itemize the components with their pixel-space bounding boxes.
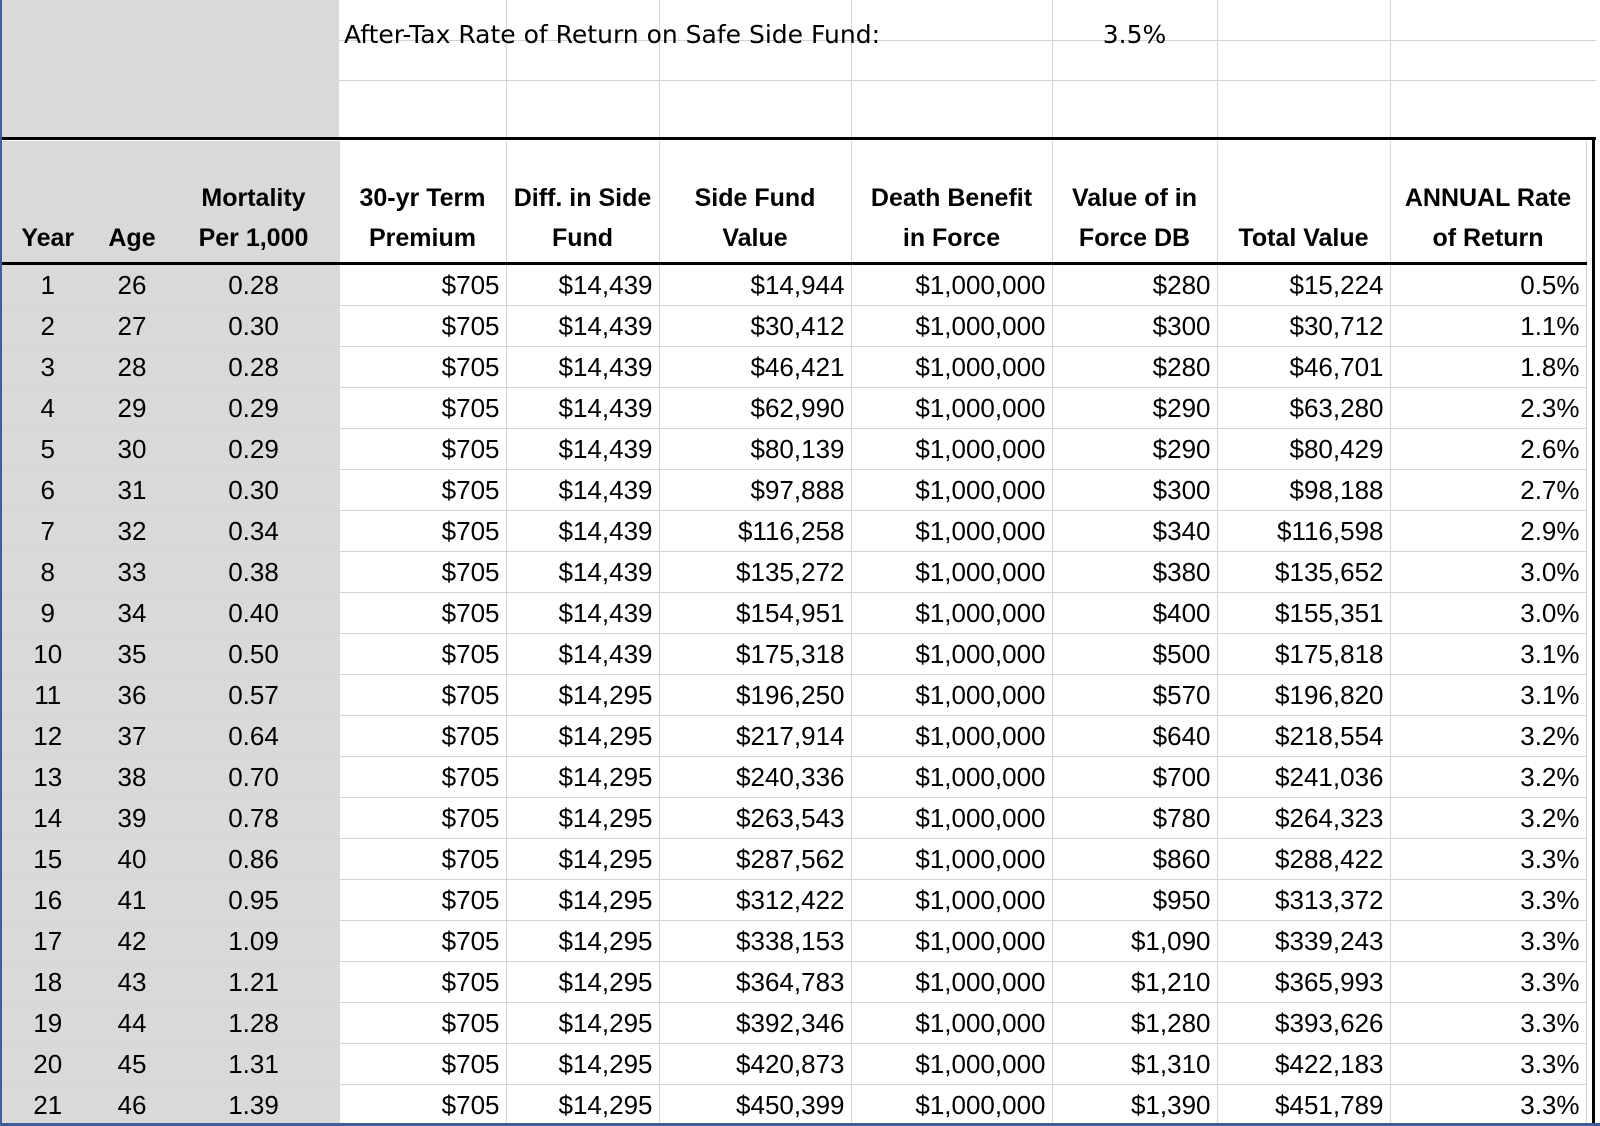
cell-death-benefit[interactable]: $1,000,000 xyxy=(851,838,1052,879)
cell-death-benefit[interactable]: $1,000,000 xyxy=(851,263,1052,305)
cell-death-benefit[interactable]: $1,000,000 xyxy=(851,469,1052,510)
table-row xyxy=(0,961,1586,1002)
cell-mortality[interactable]: 0.57 xyxy=(168,674,339,715)
cell-death-benefit[interactable]: $1,000,000 xyxy=(851,1002,1052,1043)
cell-total-value[interactable]: $63,280 xyxy=(1217,387,1390,428)
cell-side-fund-value[interactable]: $338,153 xyxy=(659,920,851,961)
cell-year[interactable]: 2 xyxy=(0,305,96,346)
cell-year[interactable]: 10 xyxy=(0,633,96,674)
cell-year[interactable]: 1 xyxy=(0,263,96,305)
cell-annual-rate[interactable]: 2.9% xyxy=(1390,510,1586,551)
cell-death-benefit[interactable]: $1,000,000 xyxy=(851,961,1052,1002)
cell-age[interactable]: 39 xyxy=(96,797,168,838)
cell-diff-side-fund[interactable]: $14,439 xyxy=(506,387,659,428)
cell-year[interactable]: 8 xyxy=(0,551,96,592)
cell-total-value[interactable]: $155,351 xyxy=(1217,592,1390,633)
cell-side-fund-value[interactable]: $14,944 xyxy=(659,263,851,305)
cell-age[interactable]: 46 xyxy=(96,1084,168,1125)
cell-value-db[interactable]: $380 xyxy=(1052,551,1217,592)
table-header-row xyxy=(0,141,1586,263)
cell-age[interactable]: 33 xyxy=(96,551,168,592)
cell-premium[interactable]: $705 xyxy=(339,715,506,756)
cell-annual-rate[interactable]: 0.5% xyxy=(1390,263,1586,305)
cell-total-value[interactable]: $451,789 xyxy=(1217,1084,1390,1125)
rate-label: After-Tax Rate of Return on Safe Side Fund: xyxy=(344,20,880,49)
cell-annual-rate[interactable]: 3.1% xyxy=(1390,674,1586,715)
cell-diff-side-fund[interactable]: $14,439 xyxy=(506,346,659,387)
cell-diff-side-fund[interactable]: $14,439 xyxy=(506,305,659,346)
cell-annual-rate[interactable]: 2.6% xyxy=(1390,428,1586,469)
table-row xyxy=(0,510,1586,551)
cell-death-benefit[interactable]: $1,000,000 xyxy=(851,797,1052,838)
cell-premium[interactable]: $705 xyxy=(339,838,506,879)
cell-value-db[interactable]: $860 xyxy=(1052,838,1217,879)
cell-annual-rate[interactable]: 3.3% xyxy=(1390,920,1586,961)
cell-age[interactable]: 37 xyxy=(96,715,168,756)
cell-total-value[interactable]: $80,429 xyxy=(1217,428,1390,469)
cell-annual-rate[interactable]: 3.0% xyxy=(1390,551,1586,592)
cell-value-db[interactable]: $290 xyxy=(1052,387,1217,428)
cell-total-value[interactable]: $241,036 xyxy=(1217,756,1390,797)
cell-side-fund-value[interactable]: $62,990 xyxy=(659,387,851,428)
cell-diff-side-fund[interactable]: $14,295 xyxy=(506,1002,659,1043)
cell-death-benefit[interactable]: $1,000,000 xyxy=(851,387,1052,428)
cell-premium[interactable]: $705 xyxy=(339,510,506,551)
cell-annual-rate[interactable]: 1.1% xyxy=(1390,305,1586,346)
projection-table xyxy=(0,141,1587,1126)
table-row xyxy=(0,1002,1586,1043)
rate-value[interactable]: 3.5% xyxy=(1102,20,1167,49)
cell-mortality[interactable]: 0.29 xyxy=(168,428,339,469)
cell-value-db[interactable]: $1,090 xyxy=(1052,920,1217,961)
cell-premium[interactable]: $705 xyxy=(339,263,506,305)
cell-premium[interactable]: $705 xyxy=(339,551,506,592)
cell-annual-rate[interactable]: 3.2% xyxy=(1390,797,1586,838)
cell-year[interactable]: 3 xyxy=(0,346,96,387)
cell-death-benefit[interactable]: $1,000,000 xyxy=(851,756,1052,797)
cell-mortality[interactable]: 0.28 xyxy=(168,263,339,305)
cell-death-benefit[interactable]: $1,000,000 xyxy=(851,346,1052,387)
cell-diff-side-fund[interactable]: $14,439 xyxy=(506,469,659,510)
cell-death-benefit[interactable]: $1,000,000 xyxy=(851,551,1052,592)
cell-mortality[interactable]: 1.31 xyxy=(168,1043,339,1084)
cell-year[interactable]: 15 xyxy=(0,838,96,879)
cell-total-value[interactable]: $98,188 xyxy=(1217,469,1390,510)
table-row xyxy=(0,592,1586,633)
cell-year[interactable]: 9 xyxy=(0,592,96,633)
cell-year[interactable]: 13 xyxy=(0,756,96,797)
cell-annual-rate[interactable]: 3.1% xyxy=(1390,633,1586,674)
table-row xyxy=(0,920,1586,961)
cell-age[interactable]: 41 xyxy=(96,879,168,920)
cell-side-fund-value[interactable]: $175,318 xyxy=(659,633,851,674)
cell-annual-rate[interactable]: 2.7% xyxy=(1390,469,1586,510)
cell-premium[interactable]: $705 xyxy=(339,428,506,469)
cell-mortality[interactable]: 1.39 xyxy=(168,1084,339,1125)
cell-age[interactable]: 35 xyxy=(96,633,168,674)
cell-premium[interactable]: $705 xyxy=(339,305,506,346)
cell-side-fund-value[interactable]: $263,543 xyxy=(659,797,851,838)
cell-side-fund-value[interactable]: $392,346 xyxy=(659,1002,851,1043)
cell-diff-side-fund[interactable]: $14,295 xyxy=(506,715,659,756)
cell-age[interactable]: 36 xyxy=(96,674,168,715)
cell-value-db[interactable]: $500 xyxy=(1052,633,1217,674)
col-header-annual-rate[interactable]: ANNUAL Rate of Return xyxy=(1390,141,1586,263)
cell-death-benefit[interactable]: $1,000,000 xyxy=(851,674,1052,715)
cell-total-value[interactable]: $116,598 xyxy=(1217,510,1390,551)
cell-side-fund-value[interactable]: $217,914 xyxy=(659,715,851,756)
cell-diff-side-fund[interactable]: $14,439 xyxy=(506,263,659,305)
cell-side-fund-value[interactable]: $287,562 xyxy=(659,838,851,879)
cell-diff-side-fund[interactable]: $14,295 xyxy=(506,961,659,1002)
cell-total-value[interactable]: $313,372 xyxy=(1217,879,1390,920)
table-row xyxy=(0,756,1586,797)
cell-side-fund-value[interactable]: $135,272 xyxy=(659,551,851,592)
cell-diff-side-fund[interactable]: $14,439 xyxy=(506,551,659,592)
cell-total-value[interactable]: $393,626 xyxy=(1217,1002,1390,1043)
cell-death-benefit[interactable]: $1,000,000 xyxy=(851,920,1052,961)
table-row xyxy=(0,387,1586,428)
cell-side-fund-value[interactable]: $450,399 xyxy=(659,1084,851,1125)
table-row xyxy=(0,674,1586,715)
cell-total-value[interactable]: $30,712 xyxy=(1217,305,1390,346)
cell-diff-side-fund[interactable]: $14,295 xyxy=(506,1084,659,1125)
cell-mortality[interactable]: 0.40 xyxy=(168,592,339,633)
cell-total-value[interactable]: $365,993 xyxy=(1217,961,1390,1002)
cell-age[interactable]: 31 xyxy=(96,469,168,510)
cell-diff-side-fund[interactable]: $14,295 xyxy=(506,1043,659,1084)
cell-total-value[interactable]: $196,820 xyxy=(1217,674,1390,715)
cell-age[interactable]: 45 xyxy=(96,1043,168,1084)
cell-value-db[interactable]: $290 xyxy=(1052,428,1217,469)
cell-side-fund-value[interactable]: $420,873 xyxy=(659,1043,851,1084)
cell-total-value[interactable]: $175,818 xyxy=(1217,633,1390,674)
cell-year[interactable]: 17 xyxy=(0,920,96,961)
cell-value-db[interactable]: $640 xyxy=(1052,715,1217,756)
cell-mortality[interactable]: 0.70 xyxy=(168,756,339,797)
cell-death-benefit[interactable]: $1,000,000 xyxy=(851,1043,1052,1084)
cell-year[interactable]: 12 xyxy=(0,715,96,756)
cell-year[interactable]: 21 xyxy=(0,1084,96,1125)
col-header-total-value[interactable]: Total Value xyxy=(1217,141,1390,263)
cell-year[interactable]: 11 xyxy=(0,674,96,715)
cell-premium[interactable]: $705 xyxy=(339,1043,506,1084)
cell-side-fund-value[interactable]: $30,412 xyxy=(659,305,851,346)
cell-age[interactable]: 42 xyxy=(96,920,168,961)
cell-value-db[interactable]: $300 xyxy=(1052,469,1217,510)
cell-premium[interactable]: $705 xyxy=(339,756,506,797)
cell-total-value[interactable]: $218,554 xyxy=(1217,715,1390,756)
table-row xyxy=(0,715,1586,756)
cell-mortality[interactable]: 0.30 xyxy=(168,469,339,510)
cell-diff-side-fund[interactable]: $14,295 xyxy=(506,797,659,838)
cell-side-fund-value[interactable]: $312,422 xyxy=(659,879,851,920)
cell-annual-rate[interactable]: 3.0% xyxy=(1390,592,1586,633)
cell-age[interactable]: 28 xyxy=(96,346,168,387)
cell-diff-side-fund[interactable]: $14,295 xyxy=(506,756,659,797)
cell-value-db[interactable]: $1,310 xyxy=(1052,1043,1217,1084)
cell-mortality[interactable]: 0.50 xyxy=(168,633,339,674)
cell-year[interactable]: 19 xyxy=(0,1002,96,1043)
cell-year[interactable]: 4 xyxy=(0,387,96,428)
col-header-death-benefit[interactable]: Death Benefit in Force xyxy=(851,141,1052,263)
cell-year[interactable]: 18 xyxy=(0,961,96,1002)
col-header-age[interactable]: Age xyxy=(96,141,168,263)
cell-age[interactable]: 40 xyxy=(96,838,168,879)
cell-age[interactable]: 29 xyxy=(96,387,168,428)
cell-diff-side-fund[interactable]: $14,439 xyxy=(506,592,659,633)
cell-value-db[interactable]: $400 xyxy=(1052,592,1217,633)
cell-side-fund-value[interactable]: $80,139 xyxy=(659,428,851,469)
cell-death-benefit[interactable]: $1,000,000 xyxy=(851,510,1052,551)
cell-year[interactable]: 16 xyxy=(0,879,96,920)
col-header-mortality[interactable]: Mortality Per 1,000 xyxy=(168,141,339,263)
header-divider xyxy=(0,137,1596,140)
cell-total-value[interactable]: $339,243 xyxy=(1217,920,1390,961)
cell-total-value[interactable]: $46,701 xyxy=(1217,346,1390,387)
cell-annual-rate[interactable]: 3.3% xyxy=(1390,1002,1586,1043)
col-header-side-fund-value[interactable]: Side Fund Value xyxy=(659,141,851,263)
table-row xyxy=(0,469,1586,510)
cell-age[interactable]: 44 xyxy=(96,1002,168,1043)
cell-year[interactable]: 14 xyxy=(0,797,96,838)
cell-side-fund-value[interactable]: $97,888 xyxy=(659,469,851,510)
table-row xyxy=(0,797,1586,838)
cell-total-value[interactable]: $15,224 xyxy=(1217,263,1390,305)
cell-death-benefit[interactable]: $1,000,000 xyxy=(851,305,1052,346)
col-header-value-db[interactable]: Value of in Force DB xyxy=(1052,141,1217,263)
col-header-diff-side-fund[interactable]: Diff. in Side Fund xyxy=(506,141,659,263)
cell-premium[interactable]: $705 xyxy=(339,879,506,920)
cell-premium[interactable]: $705 xyxy=(339,592,506,633)
cell-diff-side-fund[interactable]: $14,439 xyxy=(506,510,659,551)
cell-annual-rate[interactable]: 3.2% xyxy=(1390,715,1586,756)
cell-mortality[interactable]: 1.28 xyxy=(168,1002,339,1043)
cell-premium[interactable]: $705 xyxy=(339,961,506,1002)
cell-total-value[interactable]: $288,422 xyxy=(1217,838,1390,879)
cell-total-value[interactable]: $264,323 xyxy=(1217,797,1390,838)
cell-value-db[interactable]: $280 xyxy=(1052,346,1217,387)
cell-value-db[interactable]: $300 xyxy=(1052,305,1217,346)
table-row xyxy=(0,838,1586,879)
cell-premium[interactable]: $705 xyxy=(339,1002,506,1043)
table-row xyxy=(0,633,1586,674)
cell-annual-rate[interactable]: 3.3% xyxy=(1390,1043,1586,1084)
table-row xyxy=(0,879,1586,920)
cell-annual-rate[interactable]: 3.3% xyxy=(1390,1084,1586,1125)
table-row xyxy=(0,1084,1586,1125)
cell-side-fund-value[interactable]: $196,250 xyxy=(659,674,851,715)
cell-premium[interactable]: $705 xyxy=(339,797,506,838)
cell-age[interactable]: 27 xyxy=(96,305,168,346)
window-left-edge xyxy=(0,0,2,1126)
cell-diff-side-fund[interactable]: $14,439 xyxy=(506,633,659,674)
cell-premium[interactable]: $705 xyxy=(339,469,506,510)
sheet-row-3[interactable] xyxy=(339,80,1596,137)
cell-diff-side-fund[interactable]: $14,295 xyxy=(506,879,659,920)
cell-year[interactable]: 7 xyxy=(0,510,96,551)
table-row xyxy=(0,263,1586,305)
table-body xyxy=(0,263,1586,1125)
cell-mortality[interactable]: 1.21 xyxy=(168,961,339,1002)
cell-diff-side-fund[interactable]: $14,439 xyxy=(506,428,659,469)
cell-mortality[interactable]: 0.86 xyxy=(168,838,339,879)
cell-premium[interactable]: $705 xyxy=(339,387,506,428)
col-header-premium[interactable]: 30-yr Term Premium xyxy=(339,141,506,263)
cell-mortality[interactable]: 0.34 xyxy=(168,510,339,551)
table-row xyxy=(0,428,1586,469)
cell-death-benefit[interactable]: $1,000,000 xyxy=(851,633,1052,674)
cell-annual-rate[interactable]: 3.2% xyxy=(1390,756,1586,797)
cell-value-db[interactable]: $1,390 xyxy=(1052,1084,1217,1125)
cell-value-db[interactable]: $280 xyxy=(1052,263,1217,305)
cell-diff-side-fund[interactable]: $14,295 xyxy=(506,674,659,715)
cell-death-benefit[interactable]: $1,000,000 xyxy=(851,428,1052,469)
cell-value-db[interactable]: $340 xyxy=(1052,510,1217,551)
cell-value-db[interactable]: $780 xyxy=(1052,797,1217,838)
cell-premium[interactable]: $705 xyxy=(339,1084,506,1125)
cell-premium[interactable]: $705 xyxy=(339,633,506,674)
cell-year[interactable]: 5 xyxy=(0,428,96,469)
cell-total-value[interactable]: $135,652 xyxy=(1217,551,1390,592)
cell-value-db[interactable]: $700 xyxy=(1052,756,1217,797)
cell-annual-rate[interactable]: 3.3% xyxy=(1390,879,1586,920)
cell-value-db[interactable]: $570 xyxy=(1052,674,1217,715)
cell-value-db[interactable]: $950 xyxy=(1052,879,1217,920)
cell-year[interactable]: 20 xyxy=(0,1043,96,1084)
cell-annual-rate[interactable]: 2.3% xyxy=(1390,387,1586,428)
cell-death-benefit[interactable]: $1,000,000 xyxy=(851,715,1052,756)
cell-side-fund-value[interactable]: $364,783 xyxy=(659,961,851,1002)
cell-premium[interactable]: $705 xyxy=(339,346,506,387)
cell-mortality[interactable]: 0.78 xyxy=(168,797,339,838)
cell-mortality[interactable]: 0.38 xyxy=(168,551,339,592)
cell-mortality[interactable]: 0.28 xyxy=(168,346,339,387)
cell-mortality[interactable]: 0.29 xyxy=(168,387,339,428)
cell-mortality[interactable]: 0.95 xyxy=(168,879,339,920)
cell-side-fund-value[interactable]: $116,258 xyxy=(659,510,851,551)
table-right-border xyxy=(1592,137,1595,1126)
cell-premium[interactable]: $705 xyxy=(339,674,506,715)
cell-side-fund-value[interactable]: $46,421 xyxy=(659,346,851,387)
cell-value-db[interactable]: $1,280 xyxy=(1052,1002,1217,1043)
col-header-year[interactable]: Year xyxy=(0,141,96,263)
cell-death-benefit[interactable]: $1,000,000 xyxy=(851,879,1052,920)
cell-diff-side-fund[interactable]: $14,295 xyxy=(506,838,659,879)
cell-annual-rate[interactable]: 3.3% xyxy=(1390,838,1586,879)
cell-death-benefit[interactable]: $1,000,000 xyxy=(851,1084,1052,1125)
cell-annual-rate[interactable]: 1.8% xyxy=(1390,346,1586,387)
cell-age[interactable]: 32 xyxy=(96,510,168,551)
cell-age[interactable]: 30 xyxy=(96,428,168,469)
cell-year[interactable]: 6 xyxy=(0,469,96,510)
cell-mortality[interactable]: 0.64 xyxy=(168,715,339,756)
cell-total-value[interactable]: $422,183 xyxy=(1217,1043,1390,1084)
cell-age[interactable]: 43 xyxy=(96,961,168,1002)
cell-age[interactable]: 38 xyxy=(96,756,168,797)
cell-age[interactable]: 26 xyxy=(96,263,168,305)
cell-mortality[interactable]: 0.30 xyxy=(168,305,339,346)
cell-premium[interactable]: $705 xyxy=(339,920,506,961)
cell-diff-side-fund[interactable]: $14,295 xyxy=(506,920,659,961)
cell-side-fund-value[interactable]: $240,336 xyxy=(659,756,851,797)
cell-death-benefit[interactable]: $1,000,000 xyxy=(851,592,1052,633)
cell-side-fund-value[interactable]: $154,951 xyxy=(659,592,851,633)
table-row xyxy=(0,1043,1586,1084)
table-row xyxy=(0,346,1586,387)
table-row xyxy=(0,551,1586,592)
cell-annual-rate[interactable]: 3.3% xyxy=(1390,961,1586,1002)
table-row xyxy=(0,305,1586,346)
cell-value-db[interactable]: $1,210 xyxy=(1052,961,1217,1002)
cell-mortality[interactable]: 1.09 xyxy=(168,920,339,961)
header-gray-block xyxy=(0,0,339,138)
cell-age[interactable]: 34 xyxy=(96,592,168,633)
